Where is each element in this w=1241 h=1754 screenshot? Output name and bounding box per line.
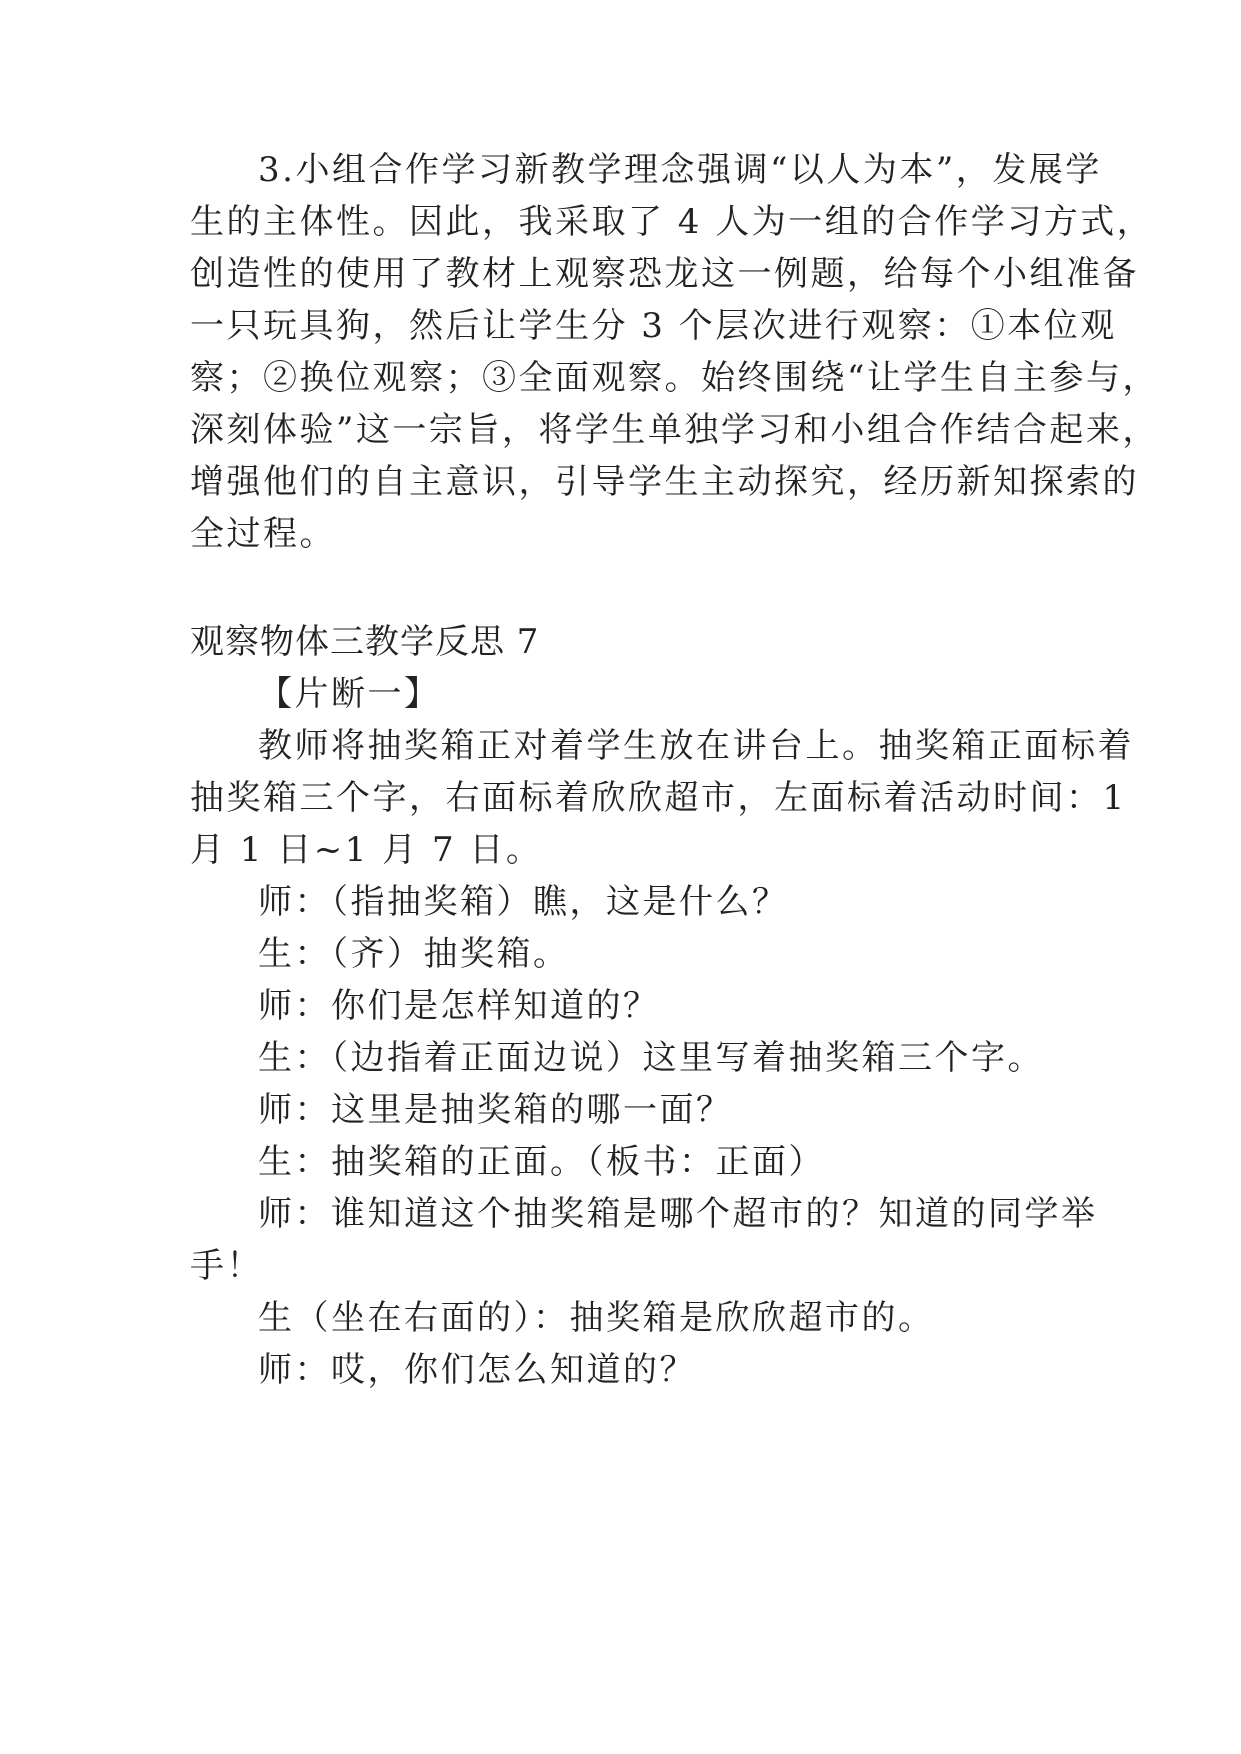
dialogue-line: 生：（齐）抽奖箱。 [258, 934, 570, 974]
section-title: 观察物体三教学反思 7 [190, 622, 540, 662]
dialogue-line: 手！ [190, 1246, 263, 1286]
paragraph-line: 教师将抽奖箱正对着学生放在讲台上。抽奖箱正面标着 [258, 726, 1134, 766]
dialogue-line: 师：谁知道这个抽奖箱是哪个超市的？知道的同学举 [258, 1194, 1098, 1234]
paragraph-line: 月 1 日~1 月 7 日。 [190, 830, 543, 870]
dialogue-line: 生：（边指着正面边说）这里写着抽奖箱三个字。 [258, 1038, 1044, 1078]
paragraph-line: 3.小组合作学习新教学理念强调“以人为本”，发展学 [258, 150, 1102, 190]
paragraph-line: 抽奖箱三个字，右面标着欣欣超市，左面标着活动时间：1 [190, 778, 1127, 818]
dialogue-line: 师：你们是怎样知道的？ [258, 986, 660, 1026]
paragraph-line: 增强他们的自主意识，引导学生主动探究，经历新知探索的 [190, 462, 1139, 502]
dialogue-line: 师：这里是抽奖箱的哪一面？ [258, 1090, 733, 1130]
paragraph-line: 察；②换位观察；③全面观察。始终围绕“让学生自主参与， [190, 358, 1159, 398]
paragraph-line: 深刻体验”这一宗旨，将学生单独学习和小组合作结合起来， [190, 410, 1159, 450]
paragraph-line: 全过程。 [190, 514, 336, 554]
paragraph-line: 创造性的使用了教材上观察恐龙这一例题，给每个小组准备 [190, 254, 1139, 294]
dialogue-line: 生（坐在右面的）：抽奖箱是欣欣超市的。 [258, 1298, 935, 1338]
dialogue-line: 师：（指抽奖箱）瞧，这是什么？ [258, 882, 789, 922]
fragment-heading: 【片断一】 [258, 674, 441, 714]
paragraph-line: 生的主体性。因此，我采取了 4 人为一组的合作学习方式， [190, 202, 1154, 242]
dialogue-line: 生：抽奖箱的正面。（板书：正面） [258, 1142, 825, 1182]
dialogue-line: 师：哎，你们怎么知道的？ [258, 1350, 696, 1390]
paragraph-line: 一只玩具狗，然后让学生分 3 个层次进行观察：①本位观 [190, 306, 1117, 346]
